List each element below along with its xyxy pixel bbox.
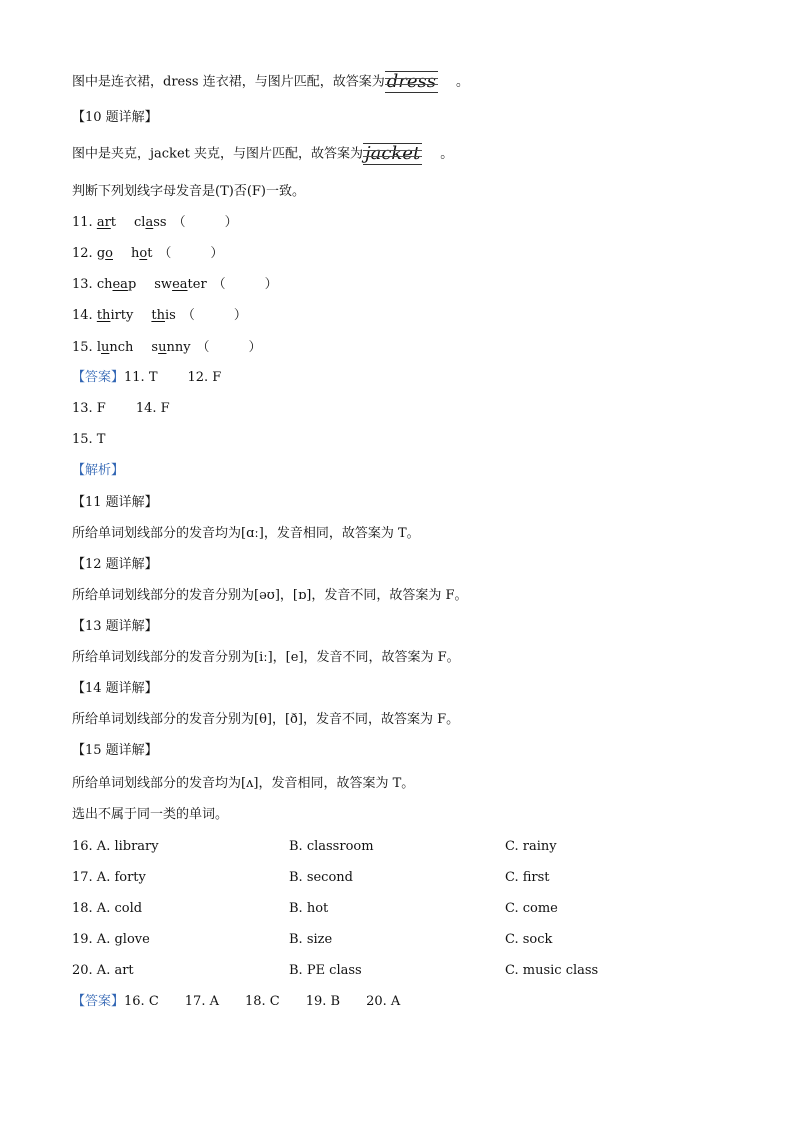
mc-17-option-b: B. second (289, 870, 353, 885)
section-title-pronunciation: 判断下列划线字母发音是(T)否(F)一致。 (72, 184, 305, 199)
underlined-letters: ea (172, 277, 188, 292)
mc-answer-18: 18. C (244, 994, 280, 1009)
underlined-letters: ea (112, 277, 128, 292)
word-1: go (96, 246, 113, 261)
answer-label: 【答案】 (72, 370, 125, 385)
mc-16-option-a: 16. A. library (72, 839, 159, 854)
detail-text-13: 所给单词划线部分的发音分别为[iː]，[e]，发音不同，故答案为 F。 (72, 650, 460, 665)
tf-answer-row-1 (72, 369, 221, 387)
mc-18-option-a: 18. A. cold (72, 901, 143, 916)
mc-19-option-a: 19. A. glove (72, 932, 150, 947)
word-2: class (134, 215, 167, 230)
word-2: this (151, 308, 176, 323)
detail-text-14: 所给单词划线部分的发音分别为[θ]，[ð]，发音不同，故答案为 F。 (72, 712, 460, 727)
detail-heading-13: 【13 题详解】 (72, 619, 158, 634)
detail-heading-14: 【14 题详解】 (72, 681, 158, 696)
mc-17-option-c: C. first (505, 870, 550, 885)
q9-explanation (72, 71, 469, 93)
underlined-letters: th (96, 308, 111, 323)
answer-label: 【答案】 (72, 994, 125, 1009)
question-number: 12. (72, 246, 93, 261)
underlined-letters: u (101, 340, 110, 355)
question-number: 14. (72, 308, 93, 323)
tf-answer-12: 12. F (187, 370, 222, 385)
mc-16-option-b: B. classroom (289, 839, 374, 854)
mc-17-option-a: 17. A. forty (72, 870, 146, 885)
answer-parentheses: （ ） (158, 246, 224, 261)
q10-explanation (72, 143, 453, 165)
mc-19-option-c: C. sock (505, 932, 553, 947)
analysis-label: 【解析】 (72, 463, 125, 478)
mc-16-option-c: C. rainy (505, 839, 557, 854)
q10-heading: 【10 题详解】 (72, 110, 158, 125)
mc-answer-20: 20. A (366, 994, 401, 1009)
tf-answer-14: 14. F (135, 401, 170, 416)
section-title-odd-one-out: 选出不属于同一类的单词。 (72, 807, 229, 822)
detail-text-15: 所给单词划线部分的发音均为[ʌ]，发音相同，故答案为 T。 (72, 776, 415, 791)
detail-heading-12: 【12 题详解】 (72, 557, 158, 572)
mc-19-option-b: B. size (289, 932, 333, 947)
underlined-letters: o (139, 246, 148, 261)
detail-text-12: 所给单词划线部分的发音分别为[əʊ]，[ɒ]，发音不同，故答案为 F。 (72, 588, 468, 603)
answer-parentheses: （ ） (212, 277, 278, 292)
q9-explanation-text: 图中是连衣裙，dress 连衣裙，与图片匹配，故答案为 (72, 74, 385, 90)
tf-answer-11: 11. T (124, 370, 158, 385)
underlined-letters: a (145, 215, 154, 230)
tf-question-12 (72, 245, 223, 263)
tf-question-14 (72, 307, 247, 325)
question-number: 11. (72, 215, 93, 230)
q10-explanation-text: 图中是夹克，jacket 夹克，与图片匹配，故答案为 (72, 146, 363, 162)
mc-20-option-c: C. music class (505, 963, 599, 978)
word-1: thirty (96, 308, 134, 323)
question-number: 15. (72, 340, 93, 355)
tf-question-13 (72, 276, 278, 294)
mc-answer-17: 17. A (184, 994, 219, 1009)
tf-answer-15: 15. T (72, 432, 106, 447)
mc-18-option-c: C. come (505, 901, 558, 916)
tf-question-11 (72, 214, 238, 232)
q9-answer-handwriting: dress (386, 71, 436, 92)
answer-parentheses: （ ） (181, 308, 247, 323)
underlined-letters: o (105, 246, 113, 261)
underlined-letters: u (158, 340, 167, 355)
word-2: hot (130, 246, 153, 261)
detail-heading-15: 【15 题详解】 (72, 743, 158, 758)
mc-20-option-b: B. PE class (289, 963, 362, 978)
mc-18-option-b: B. hot (289, 901, 329, 916)
word-2: sweater (154, 277, 207, 292)
mc-20-option-a: 20. A. art (72, 963, 134, 978)
answer-parentheses: （ ） (172, 215, 238, 230)
word-1: lunch (96, 340, 134, 355)
answer-parentheses: （ ） (196, 340, 262, 355)
mc-answer-16: 16. C (124, 994, 159, 1009)
q10-answer-handwriting: jacket (365, 143, 421, 164)
tf-answer-row-2 (72, 400, 170, 418)
underlined-letters: ar (96, 215, 111, 230)
word-1: cheap (96, 277, 137, 292)
underlined-letters: th (151, 308, 165, 323)
word-1: art (96, 215, 117, 230)
q9-suffix: 。 (455, 74, 469, 90)
word-2: sunny (151, 340, 191, 355)
tf-answer-13: 13. F (72, 401, 106, 416)
tf-question-15 (72, 339, 262, 357)
question-number: 13. (72, 277, 93, 292)
q10-suffix: 。 (440, 146, 454, 162)
mc-answer-19: 19. B (305, 994, 341, 1009)
detail-heading-11: 【11 题详解】 (72, 495, 158, 510)
tf-answer-row-3 (72, 431, 105, 449)
mc-answer-row (72, 993, 400, 1011)
detail-text-11: 所给单词划线部分的发音均为[ɑː]，发音相同，故答案为 T。 (72, 526, 420, 541)
